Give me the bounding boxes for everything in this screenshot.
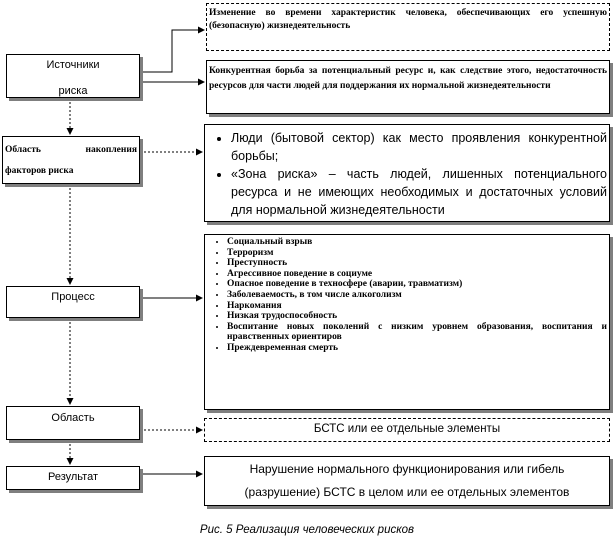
result-box [6, 466, 140, 490]
risk-zone-list [209, 129, 607, 219]
process-list-item: • Низкая трудоспособность [227, 311, 607, 322]
process-list-item: • Социальный взрыв [227, 237, 607, 248]
risk-zone-item: • «Зона риска» – часть людей, лишенных потенциального ресурса и не имеющих необходимых и достаточных условий для нормальной жизнедеятельности [231, 165, 607, 219]
result-label: Результат [47, 471, 99, 483]
sources-box [6, 54, 140, 98]
result-text-line1: Нарушение нормального функционирования или гибель [249, 462, 565, 476]
figure-caption: Рис. 5 Реализация человеческих рисков [199, 524, 415, 536]
sources-sublabel: риска [58, 85, 88, 97]
result-text-line2: (разрушение) БСТС в целом или ее отдельных элементов [244, 485, 570, 499]
area-label: Область [51, 412, 95, 424]
process-label: Процесс [51, 291, 95, 303]
process-list-item: • Агрессивное поведение в социуме [227, 269, 607, 280]
accumulation-label: Область накопления факторов риска [5, 145, 137, 176]
process-list-box [204, 234, 610, 410]
bstc-box [204, 418, 610, 442]
area-box [6, 406, 140, 440]
process-box [6, 286, 140, 318]
risk-zone-item: • Люди (бытовой сектор) как место проявления конкурентной борьбы; [231, 129, 607, 165]
sources-label: Источники [46, 59, 100, 71]
process-list-item: • Наркомания [227, 301, 607, 312]
competition-box [206, 60, 610, 114]
characteristics-text: Изменение во времени характеристик человека, обеспечивающих его успешную (безопасную) жизнедеятельность [209, 8, 607, 31]
risk-zone-box [204, 124, 610, 222]
process-list-item: • Заболеваемость, в том числе алкоголизм [227, 290, 607, 301]
process-list-item: • Опасное поведение в техносфере (аварии, травматизм) [227, 279, 607, 290]
process-list-item: • Преждевременная смерть [227, 343, 607, 354]
characteristics-box [206, 3, 610, 51]
result-text-box [204, 456, 610, 506]
bstc-text: БСТС или ее отдельные элементы [313, 423, 501, 435]
process-list-item: • Преступность [227, 258, 607, 269]
process-list [209, 237, 607, 354]
competition-text: Конкурентная борьба за потенциальный ресурс и, как следствие этого, недостаточность ресурсов для части людей для поддержания их нормальной жизнедеятельности [209, 66, 607, 91]
arrow-sources-to-characteristics [140, 30, 204, 72]
accumulation-box [2, 136, 140, 184]
process-list-item: • Воспитание новых поколений с низким уровнем образования, воспитания и нравственных ориентиров [227, 322, 607, 343]
process-list-item: • Терроризм [227, 248, 607, 259]
